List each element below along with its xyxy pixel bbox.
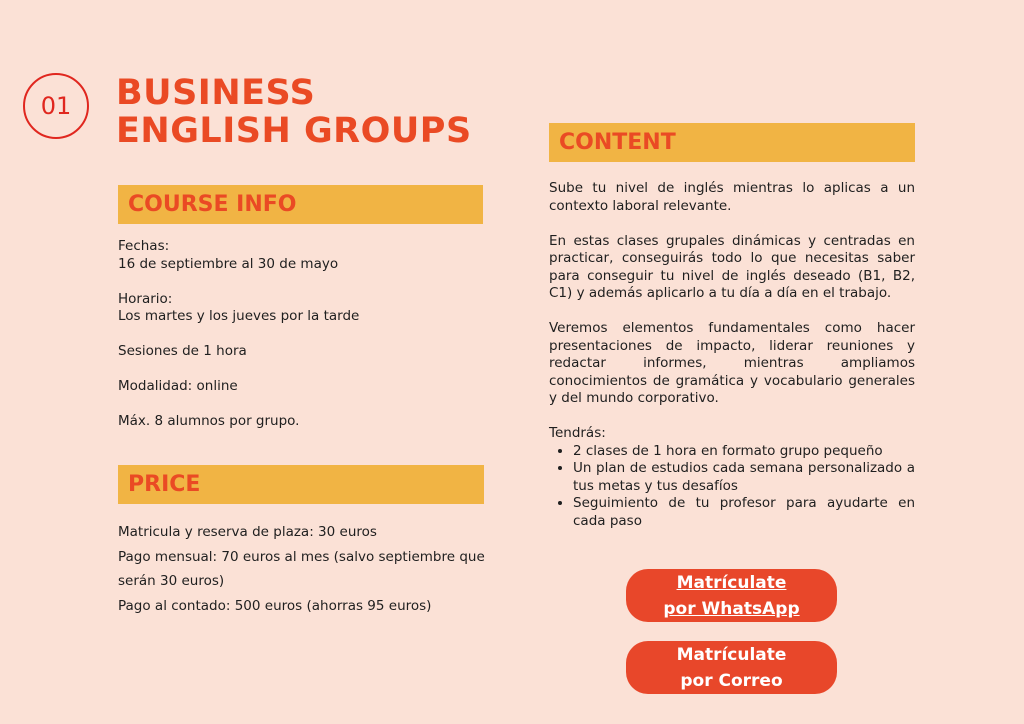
section-number-badge: 01 (23, 73, 89, 139)
content-paragraph-2: En estas clases grupales dinámicas y centradas en practicar, conseguirás todo lo que necesitas saber para conseguir tu nivel de inglés deseado (B1, B2, C1) y además aplicarlo a tu día a día en el trabajo. (549, 232, 915, 301)
fechas-value: 16 de septiembre al 30 de mayo (118, 255, 339, 272)
price-details (118, 520, 488, 618)
enroll-email-line-1: Matrículate (676, 644, 787, 665)
price-heading: PRICE (118, 465, 484, 504)
horario-value: Los martes y los jueves por la tarde (118, 308, 360, 324)
page-title-line-2: ENGLISH GROUPS (116, 111, 472, 151)
page-title (116, 74, 472, 150)
list-item: • 2 clases de 1 hora en formato grupo pequeño (573, 443, 915, 461)
course-info-heading: COURSE INFO (118, 185, 483, 224)
fechas (118, 238, 498, 273)
fechas-label: Fechas: (118, 238, 170, 254)
content-paragraph-3: Veremos elementos fundamentales como hacer presentaciones de impacto, liderar reuniones y redactar informes, mientras ampliamos conocimientos de gramática y vocabulario generales y del mundo corporativo. (549, 320, 915, 406)
course-info-details (118, 238, 498, 448)
enroll-email-line-2: por Correo (680, 670, 783, 691)
price-line-mensual: Pago mensual: 70 euros al mes (salvo septiembre que serán 30 euros) (118, 548, 485, 589)
horario-label: Horario: (118, 290, 173, 307)
enroll-whatsapp-button[interactable] (626, 569, 837, 622)
content-heading: CONTENT (549, 123, 915, 162)
enroll-whatsapp-line-1: Matrículate (676, 572, 787, 593)
modalidad: Modalidad: online (118, 378, 238, 394)
tendras-list (549, 443, 915, 531)
page-title-line-1: BUSINESS (116, 73, 316, 113)
enroll-email-button[interactable] (626, 641, 837, 694)
enroll-whatsapp-line-2: por WhatsApp (663, 598, 800, 619)
content-paragraph-1: Sube tu nivel de inglés mientras lo aplicas a un contexto laboral relevante. (549, 180, 915, 214)
price-line-matricula: Matricula y reserva de plaza: 30 euros (118, 524, 377, 540)
content-body (549, 180, 915, 530)
price-line-contado: Pago al contado: 500 euros (ahorras 95 euros) (118, 597, 432, 614)
max-alumnos: Máx. 8 alumnos por grupo. (118, 413, 300, 429)
tendras-label: Tendrás: (549, 425, 606, 441)
sesiones: Sesiones de 1 hora (118, 343, 247, 359)
list-item: • Un plan de estudios cada semana personalizado a tus metas y tus desafíos (573, 460, 915, 495)
horario (118, 291, 498, 326)
list-item: • Seguimiento de tu profesor para ayudarte en cada paso (573, 495, 915, 530)
